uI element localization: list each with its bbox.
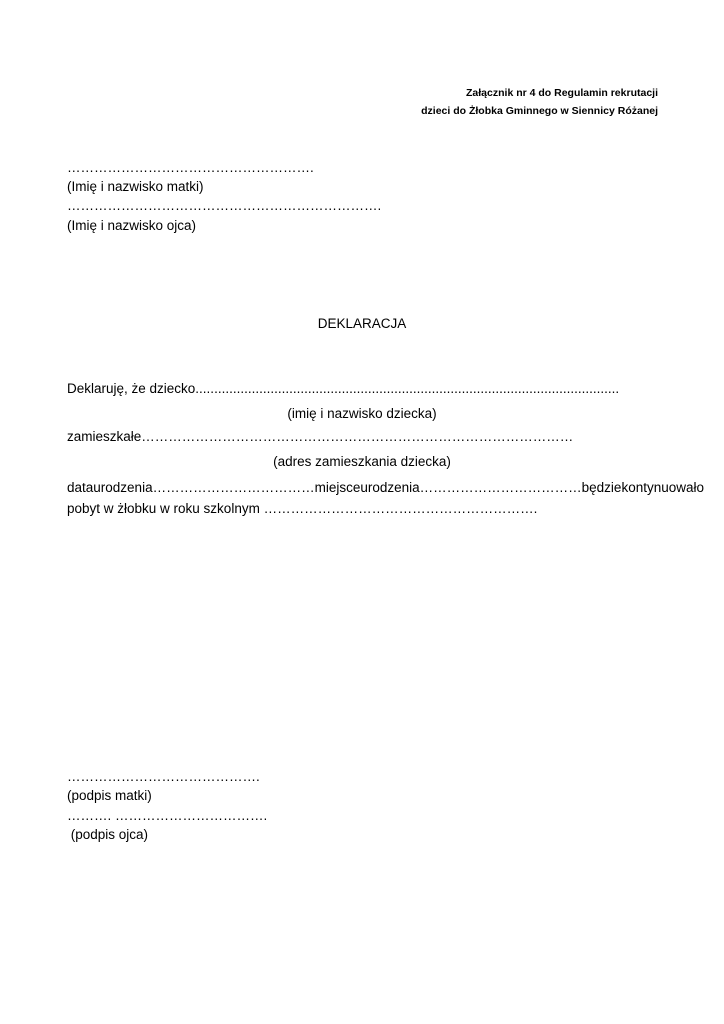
father-name-dotted-line: ……………………………………………………………. [67, 198, 382, 213]
birth-line-word: miejsce [314, 480, 361, 495]
father-name-label: (Imię i nazwisko ojca) [67, 218, 197, 233]
birth-place-field: urodzenia……………………………… [360, 480, 582, 495]
mother-name-label: (Imię i nazwisko matki) [67, 179, 204, 194]
birth-date-field: urodzenia……………………………… [93, 480, 315, 495]
address-caption: (adres zamieszkania dziecka) [273, 454, 451, 469]
mother-signature-label: (podpis matki) [67, 788, 152, 803]
birth-line-word: kontynuowało [621, 480, 704, 495]
declaration-line: Deklaruję, że dziecko................................................................................................................. [67, 381, 620, 396]
father-signature-line: ………. ……………………………. [67, 808, 268, 823]
birth-details-line [67, 480, 704, 495]
document-title: DEKLARACJA [317, 316, 407, 331]
child-name-caption: (imię i nazwisko dziecka) [287, 406, 437, 421]
residence-line: zamieszkałe…………………………………………………………………………………… [67, 429, 574, 444]
mother-signature-line: ……………………………………. [67, 769, 260, 784]
mother-name-dotted-line: ………………………………………………. [67, 160, 314, 175]
attachment-header-line-1: Załącznik nr 4 do Regulamin rekrutacji [466, 87, 658, 99]
attachment-header-line-2: dzieci do Żłobka Gminnego w Siennicy Różanej [421, 105, 658, 117]
father-signature-label: (podpis ojca) [67, 827, 149, 842]
stay-school-year-line: pobyt w żłobku w roku szkolnym ……………………………………………………. [67, 501, 538, 516]
birth-line-word: będzie [581, 480, 622, 495]
birth-line-word: data [67, 480, 94, 495]
